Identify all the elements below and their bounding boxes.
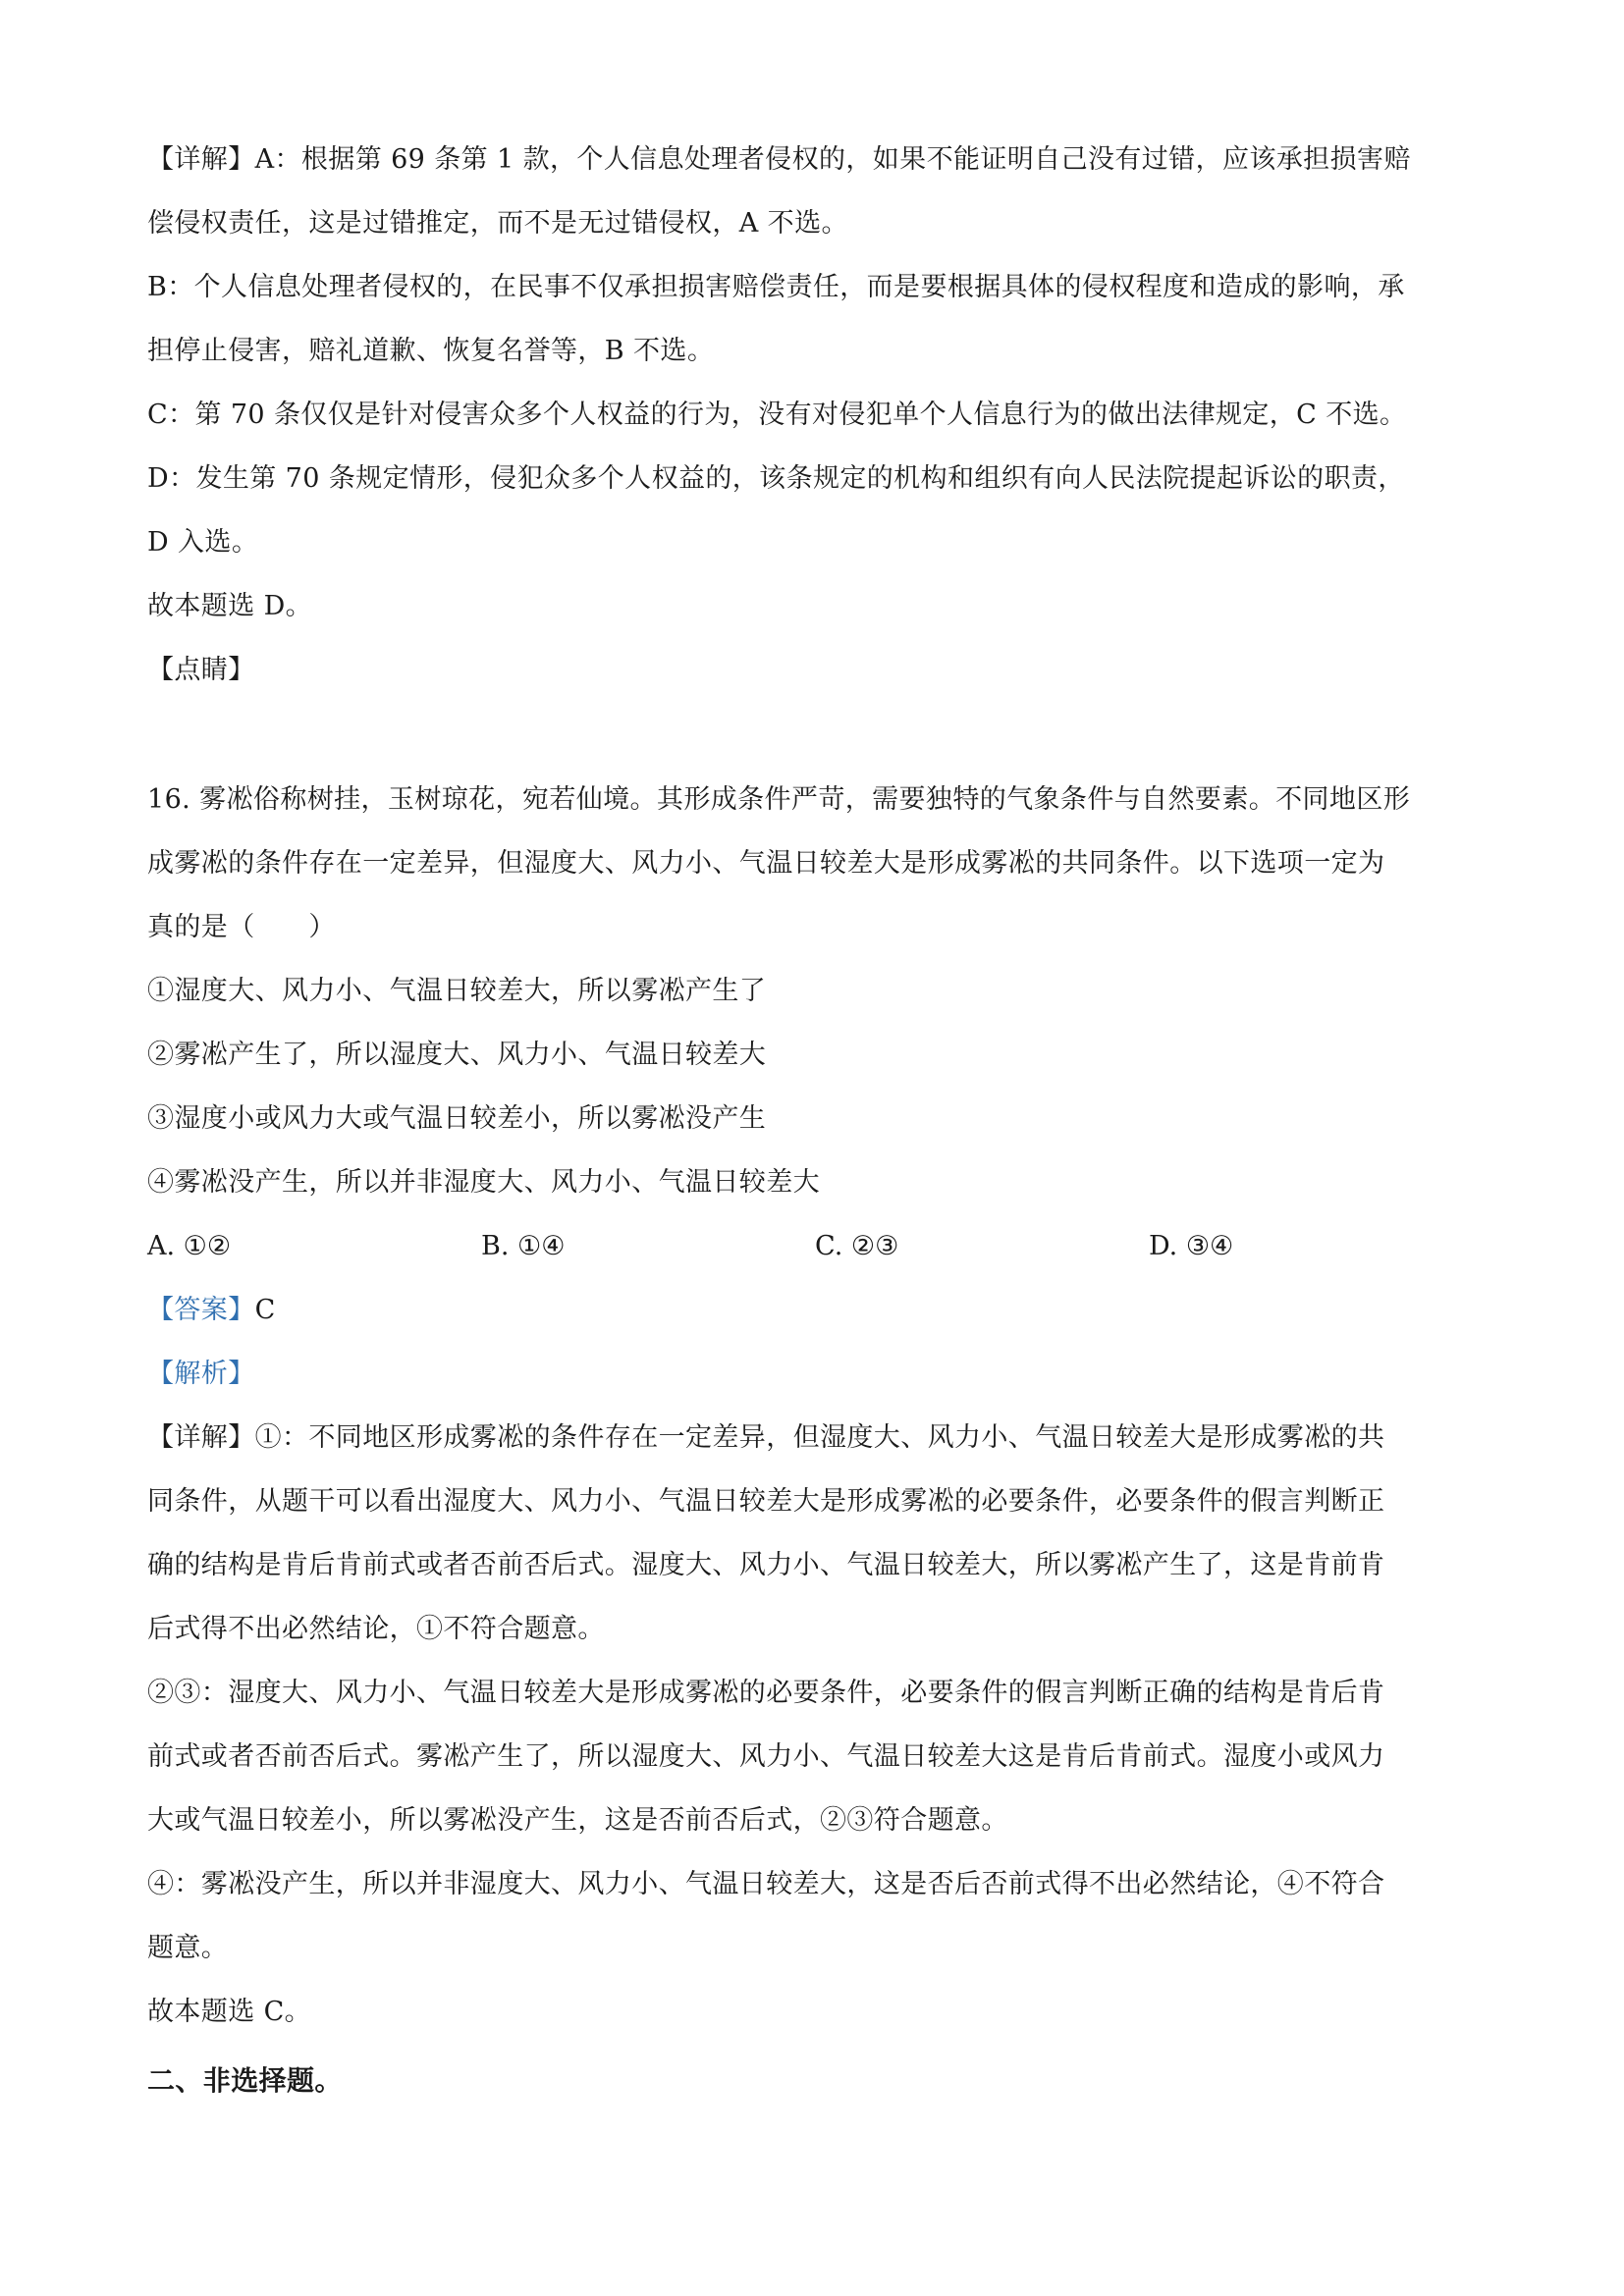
prev-detail-line-5: C：第 70 条仅仅是针对侵害众多个人权益的行为，没有对侵犯单个人信息行为的做出法律规定，C 不选。 (147, 400, 1407, 430)
q16-statement-2: ②雾凇产生了，所以湿度大、风力小、气温日较差大 (147, 1040, 767, 1070)
answer-value: C (254, 1295, 276, 1325)
dianjing-label: 【点睛】 (147, 655, 255, 685)
prev-conclusion: 故本题选 D。 (147, 591, 313, 621)
q16-option-c: C. ②③ (815, 1231, 899, 1261)
q16-option-d: D. ③④ (1149, 1231, 1234, 1261)
q16-option-b: B. ①④ (481, 1231, 566, 1261)
q16-stem-line-1: 16. 雾凇俗称树挂，玉树琼花，宛若仙境。其形成条件严苛，需要独特的气象条件与自然要素。不同地区形 (147, 784, 1411, 815)
q16-detail-label: 【详解】 (147, 1422, 255, 1453)
prev-detail-line-4: 担停止侵害，赔礼道歉、恢复名誉等，B 不选。 (147, 336, 715, 366)
prev-detail-line-6: D：发生第 70 条规定情形，侵犯众多个人权益的，该条规定的机构和组织有向人民法院提起诉讼的职责， (147, 463, 1405, 494)
q16-statement-4: ④雾凇没产生，所以并非湿度大、风力小、气温日较差大 (147, 1167, 820, 1198)
q16-detail-line-7: 大或气温日较差小，所以雾凇没产生，这是否前否后式，②③符合题意。 (147, 1805, 1008, 1836)
q16-detail-line-4: 后式得不出必然结论，①不符合题意。 (147, 1614, 605, 1644)
q16-statement-1: ①湿度大、风力小、气温日较差大，所以雾凇产生了 (147, 976, 767, 1006)
q16-conclusion: 故本题选 C。 (147, 1997, 312, 2027)
prev-detail-line-1: 【详解】A：根据第 69 条第 1 款，个人信息处理者侵权的，如果不能证明自己没有过错，应该承担损害赔 (147, 144, 1411, 175)
q16-detail-line-1: 【详解】①：不同地区形成雾凇的条件存在一定差异，但湿度大、风力小、气温日较差大是形成雾凇的共 (147, 1422, 1385, 1453)
q16-detail-line-8: ④：雾凇没产生，所以并非湿度大、风力小、气温日较差大，这是否后否前式得不出必然结论，④不符合 (147, 1869, 1385, 1899)
q16-detail-line-5: ②③：湿度大、风力小、气温日较差大是形成雾凇的必要条件，必要条件的假言判断正确的结构是肯后肯 (147, 1678, 1385, 1708)
prev-detail-line-7: D 入选。 (147, 527, 259, 558)
q16-detail-line-3: 确的结构是肯后肯前式或者否前否后式。湿度大、风力小、气温日较差大，所以雾凇产生了，这是肯前肯 (147, 1550, 1385, 1580)
q16-answer (147, 1291, 1483, 1330)
prev-detail-line-2: 偿侵权责任，这是过错推定，而不是无过错侵权，A 不选。 (147, 208, 848, 239)
q16-statement-3: ③湿度小或风力大或气温日较差小，所以雾凇没产生 (147, 1103, 767, 1134)
answer-label: 【答案】 (147, 1295, 255, 1325)
q16-detail-line-9: 题意。 (147, 1933, 229, 1963)
section-title: 二、非选择题。 (147, 2064, 343, 2097)
q16-stem-line-2: 成雾凇的条件存在一定差异，但湿度大、风力小、气温日较差大是形成雾凇的共同条件。以下选项一定为 (147, 848, 1385, 879)
prev-detail-line-3: B：个人信息处理者侵权的，在民事不仅承担损害赔偿责任，而是要根据具体的侵权程度和造成的影响，承 (147, 272, 1405, 302)
q16-detail-line-6: 前式或者否前否后式。雾凇产生了，所以湿度大、风力小、气温日较差大这是肯后肯前式。湿度小或风力 (147, 1741, 1385, 1772)
q16-detail-line-2: 同条件，从题干可以看出湿度大、风力小、气温日较差大是形成雾凇的必要条件，必要条件的假言判断正 (147, 1486, 1385, 1517)
q16-stem-line-3: 真的是（ ） (147, 912, 336, 942)
analysis-label: 【解析】 (147, 1359, 255, 1389)
q16-option-a: A. ①② (147, 1231, 232, 1261)
prev-detail-label: 【详解】 (147, 144, 255, 175)
